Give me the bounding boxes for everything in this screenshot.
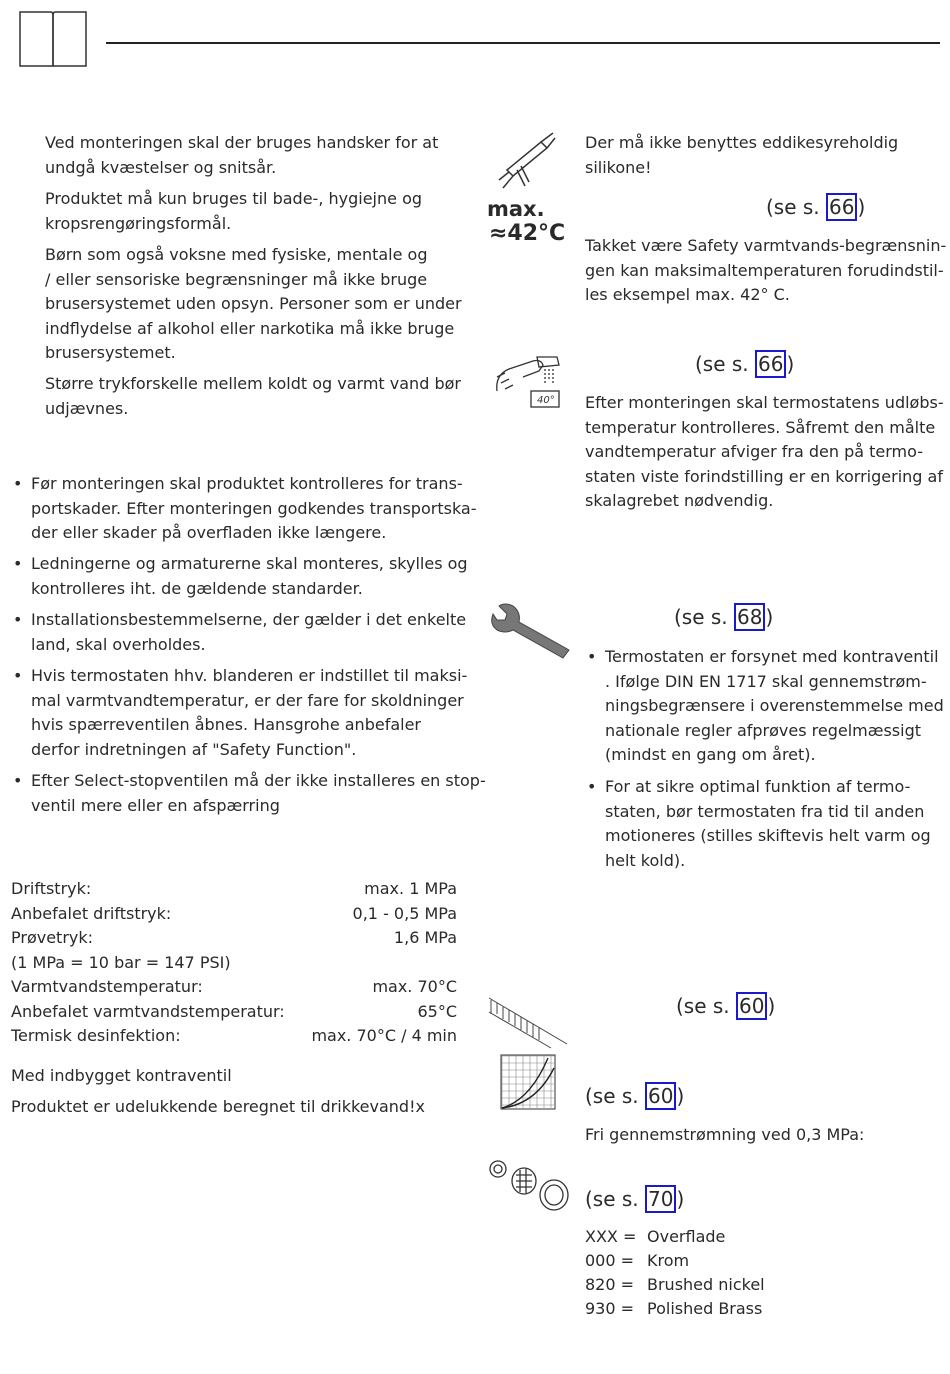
temperature-check-text: Efter monteringen skal termostatens udløbs- temperatur kontrolleres. Såfremt den målte vandtemperatur afviger fra den på termo- staten viste forindstilling er en korrigering af skalagrebet nødvendig.: [585, 393, 944, 510]
spec-row: Varmtvandstemperatur: max. 70°C: [11, 977, 457, 996]
page-reference: (se s. 68 ): [674, 605, 774, 629]
spec-row: (1 MPa = 10 bar = 147 PSI): [11, 952, 231, 972]
spec-row: Anbefalet varmtvandstemperatur: 65°C: [11, 1001, 457, 1021]
page-link[interactable]: 66: [755, 350, 786, 378]
page-link[interactable]: 66: [826, 193, 857, 221]
safety-paragraph: Børn som også voksne med fysiske, mentale og / eller sensoriske begrænsninger må ikke bruge brusersystemet uden opsyn. Personer som er under indflydelse af alkohol eller narkotika må ikke bruge brusersystemet.: [45, 245, 462, 362]
safety-paragraph: Større trykforskelle mellem koldt og varmt vand bør udjævnes.: [45, 374, 461, 418]
install-bullet: • Installationsbestemmelserne, der gælder i det enkelte land, skal overholdes.: [13, 610, 467, 654]
page-link[interactable]: 70: [645, 1185, 676, 1213]
wrench-icon: [487, 600, 572, 660]
max-label: max.: [487, 197, 545, 221]
spec-row: Prøvetryk: 1,6 MPa: [11, 928, 457, 947]
temperature-label: ≈42°C: [489, 221, 566, 246]
install-bullet: • Ledningerne og armaturerne skal monteres, skylles og kontrolleres iht. de gældende standarder.: [13, 554, 468, 598]
finish-code-row: 820 = Brushed nickel: [585, 1275, 765, 1294]
install-bullet: • Efter Select-stopventilen må der ikke installeres en stop- ventil mere eller en afspærring: [13, 771, 486, 815]
flow-diagram-icon: [500, 1054, 556, 1110]
note-valve: Med indbygget kontraventil: [11, 1066, 232, 1085]
safety-paragraph: Produktet må kun bruges til bade-, hygiejne og kropsrengøringsformål.: [45, 189, 423, 233]
manual-book-icon: [18, 10, 88, 68]
page-reference: (se s. 66 ): [695, 352, 795, 376]
thermometer-display: 40°: [537, 395, 555, 406]
page-link[interactable]: 60: [736, 992, 767, 1020]
header-rule: [106, 42, 940, 44]
page-link[interactable]: 68: [734, 603, 765, 631]
page-reference: (se s. 60 ): [585, 1084, 685, 1108]
install-bullet: • Hvis termostaten hhv. blanderen er indstillet til maksi- mal varmtvandtemperatur, er der fare for skoldninger hvis spærreventilen åbnes. Hansgrohe anbefaler derfor indretningen af "Safety Function".: [13, 666, 468, 759]
page-reference: (se s. 70 ): [585, 1187, 685, 1211]
finish-code-row: 930 = Polished Brass: [585, 1299, 763, 1318]
flow-text: Fri gennemstrømning ved 0,3 MPa:: [585, 1125, 865, 1144]
finish-code-row: 000 = Krom: [585, 1251, 690, 1270]
spec-row: Driftstryk: max. 1 MPa: [11, 879, 457, 898]
page-link[interactable]: 60: [645, 1082, 676, 1110]
safety-function-text: Takket være Safety varmtvands-begrænsnin- gen kan maksimaltemperaturen forudindstil- les eksempel max. 42° C.: [585, 236, 947, 304]
spec-row: Termisk desinfektion: max. 70°C / 4 min: [11, 1026, 457, 1045]
hand-thermometer-icon: [493, 349, 563, 411]
spare-parts-icon: [488, 1155, 572, 1213]
spec-row: Anbefalet driftstryk: 0,1 - 0,5 MPa: [11, 903, 457, 923]
finish-code-row: XXX = Overflade: [585, 1227, 726, 1246]
service-bullet: • For at sikre optimal funktion af termo- staten, bør termostaten fra tid til anden motioneres (stilles skiftevis helt varm og helt kold).: [587, 777, 931, 870]
note-water: Produktet er udelukkende beregnet til drikkevand!x: [11, 1097, 425, 1116]
install-bullet: • Før monteringen skal produktet kontrolleres for trans- portskader. Efter monteringen godkendes transportska- der eller skader på overfladen ikke længere.: [13, 474, 477, 542]
dimension-drawing-icon: [487, 992, 571, 1050]
silicone-gun-icon: [495, 130, 561, 192]
service-bullet: • Termostaten er forsynet med kontraventil . Ifølge DIN EN 1717 skal gennemstrøm- ningsbegrænsere i overenstemmelse med nationale regler afprøves regelmæssigt (mindst en gang om året).: [587, 647, 944, 764]
silicone-warning: Der må ikke benyttes eddikesyreholdig silikone!: [585, 133, 899, 177]
page-reference: (se s. 60 ): [676, 994, 776, 1018]
page-reference: (se s. 66 ): [766, 195, 866, 219]
safety-paragraph: Ved monteringen skal der bruges handsker for at undgå kvæstelser og snitsår.: [45, 133, 439, 177]
